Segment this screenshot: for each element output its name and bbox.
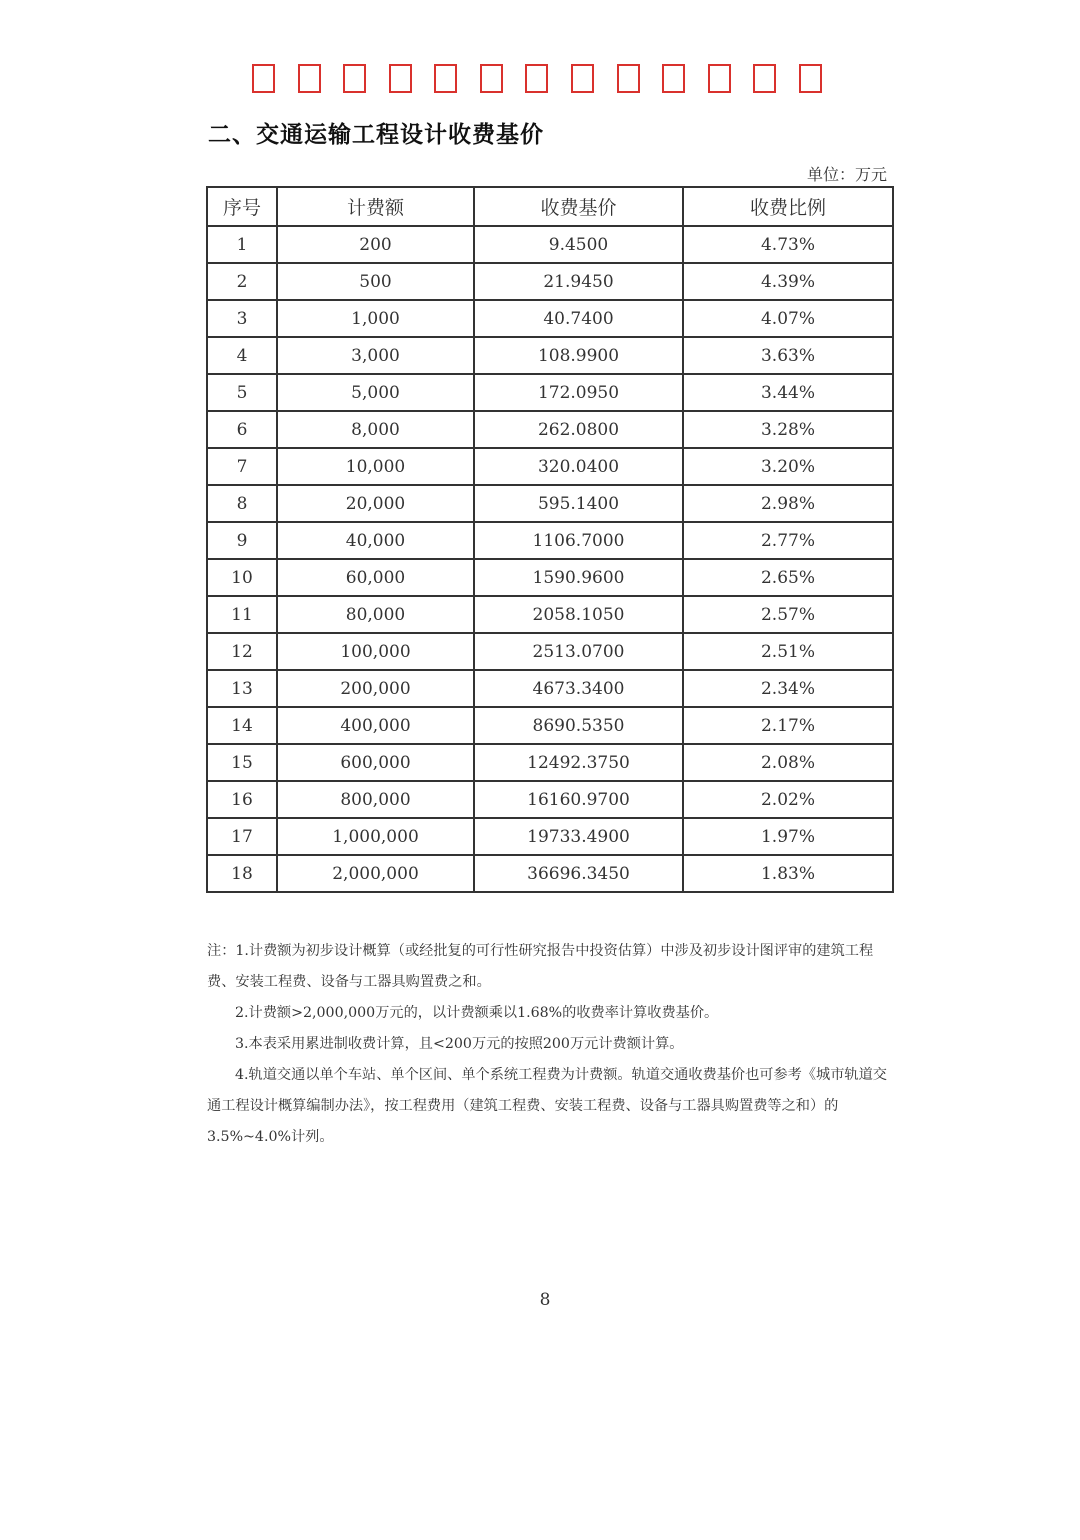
cell-fee-ratio: 4.39% — [683, 263, 893, 300]
header-placeholder-boxes — [252, 64, 822, 98]
table-row — [207, 633, 893, 670]
cell-base-fee: 262.0800 — [474, 411, 683, 448]
cell-base-fee: 172.0950 — [474, 374, 683, 411]
table-row — [207, 448, 893, 485]
cell-fee-ratio: 2.02% — [683, 781, 893, 818]
header-box — [799, 64, 822, 93]
cell-fee-ratio: 2.08% — [683, 744, 893, 781]
section-title: 二、交通运输工程设计收费基价 — [208, 122, 544, 148]
header-box — [708, 64, 731, 93]
cell-index: 2 — [207, 263, 277, 300]
table-row — [207, 337, 893, 374]
header-box — [617, 64, 640, 93]
cell-fee-amount: 5,000 — [277, 374, 474, 411]
cell-index: 11 — [207, 596, 277, 633]
table-row — [207, 226, 893, 263]
header-box — [571, 64, 594, 93]
cell-index: 18 — [207, 855, 277, 892]
cell-fee-ratio: 1.97% — [683, 818, 893, 855]
note-2: 2.计费额>2,000,000万元的，以计费额乘以1.68%的收费率计算收费基价。 — [235, 1005, 719, 1021]
cell-base-fee: 12492.3750 — [474, 744, 683, 781]
header-box — [252, 64, 275, 93]
table-row — [207, 263, 893, 300]
cell-base-fee: 4673.3400 — [474, 670, 683, 707]
cell-base-fee: 1106.7000 — [474, 522, 683, 559]
header-box — [753, 64, 776, 93]
cell-fee-ratio: 2.77% — [683, 522, 893, 559]
cell-fee-amount: 1,000 — [277, 300, 474, 337]
table-row — [207, 781, 893, 818]
cell-fee-amount: 100,000 — [277, 633, 474, 670]
table-row — [207, 855, 893, 892]
table-header-row — [207, 187, 893, 226]
header-box — [434, 64, 457, 93]
cell-index: 8 — [207, 485, 277, 522]
column-header-fee-amount: 计费额 — [277, 187, 474, 226]
cell-index: 16 — [207, 781, 277, 818]
cell-base-fee: 21.9450 — [474, 263, 683, 300]
cell-fee-amount: 3,000 — [277, 337, 474, 374]
cell-fee-ratio: 4.07% — [683, 300, 893, 337]
cell-fee-amount: 10,000 — [277, 448, 474, 485]
cell-base-fee: 40.7400 — [474, 300, 683, 337]
table-row — [207, 559, 893, 596]
table-row — [207, 374, 893, 411]
table-row — [207, 596, 893, 633]
table-row — [207, 411, 893, 448]
cell-fee-ratio: 2.34% — [683, 670, 893, 707]
cell-index: 6 — [207, 411, 277, 448]
cell-fee-amount: 2,000,000 — [277, 855, 474, 892]
cell-base-fee: 320.0400 — [474, 448, 683, 485]
cell-fee-amount: 500 — [277, 263, 474, 300]
note-1: 注：1.计费额为初步设计概算（或经批复的可行性研究报告中投资估算）中涉及初步设计图评审的建筑工程费、安装工程费、设备与工器具购置费之和。 — [207, 943, 874, 990]
column-header-index: 序号 — [207, 187, 277, 226]
cell-index: 3 — [207, 300, 277, 337]
cell-base-fee: 8690.5350 — [474, 707, 683, 744]
cell-index: 10 — [207, 559, 277, 596]
cell-fee-ratio: 3.63% — [683, 337, 893, 374]
cell-fee-ratio: 2.57% — [683, 596, 893, 633]
cell-index: 5 — [207, 374, 277, 411]
table-row — [207, 707, 893, 744]
cell-index: 1 — [207, 226, 277, 263]
cell-index: 17 — [207, 818, 277, 855]
column-header-base-fee: 收费基价 — [474, 187, 683, 226]
cell-fee-amount: 40,000 — [277, 522, 474, 559]
table-row — [207, 522, 893, 559]
table-body — [207, 226, 893, 892]
cell-base-fee: 2058.1050 — [474, 596, 683, 633]
cell-base-fee: 108.9900 — [474, 337, 683, 374]
cell-base-fee: 36696.3450 — [474, 855, 683, 892]
cell-base-fee: 2513.0700 — [474, 633, 683, 670]
cell-fee-ratio: 2.65% — [683, 559, 893, 596]
cell-index: 9 — [207, 522, 277, 559]
note-3: 3.本表采用累进制收费计算，且<200万元的按照200万元计费额计算。 — [235, 1036, 684, 1052]
unit-label: 单位：万元 — [806, 165, 887, 184]
table-row — [207, 670, 893, 707]
cell-index: 13 — [207, 670, 277, 707]
cell-fee-amount: 800,000 — [277, 781, 474, 818]
header-box — [298, 64, 321, 93]
cell-fee-ratio: 2.98% — [683, 485, 893, 522]
cell-index: 12 — [207, 633, 277, 670]
cell-base-fee: 16160.9700 — [474, 781, 683, 818]
column-header-fee-ratio: 收费比例 — [683, 187, 893, 226]
page-number: 8 — [539, 1290, 551, 1310]
cell-index: 15 — [207, 744, 277, 781]
header-box — [480, 64, 503, 93]
header-box — [389, 64, 412, 93]
table-row — [207, 300, 893, 337]
cell-index: 7 — [207, 448, 277, 485]
notes — [207, 936, 887, 1153]
cell-fee-amount: 60,000 — [277, 559, 474, 596]
table-row — [207, 818, 893, 855]
cell-fee-amount: 600,000 — [277, 744, 474, 781]
cell-fee-ratio: 2.17% — [683, 707, 893, 744]
cell-fee-amount: 1,000,000 — [277, 818, 474, 855]
cell-fee-amount: 400,000 — [277, 707, 474, 744]
cell-fee-ratio: 3.44% — [683, 374, 893, 411]
cell-fee-amount: 80,000 — [277, 596, 474, 633]
header-box — [525, 64, 548, 93]
cell-base-fee: 595.1400 — [474, 485, 683, 522]
cell-base-fee: 1590.9600 — [474, 559, 683, 596]
cell-base-fee: 9.4500 — [474, 226, 683, 263]
table-row — [207, 485, 893, 522]
cell-index: 4 — [207, 337, 277, 374]
cell-fee-ratio: 1.83% — [683, 855, 893, 892]
cell-fee-ratio: 2.51% — [683, 633, 893, 670]
header-box — [343, 64, 366, 93]
cell-fee-amount: 20,000 — [277, 485, 474, 522]
cell-fee-amount: 8,000 — [277, 411, 474, 448]
note-4: 4.轨道交通以单个车站、单个区间、单个系统工程费为计费额。轨道交通收费基价也可参考《城市轨道交通工程设计概算编制办法》，按工程费用（建筑工程费、安装工程费、设备与工器具购置费等之和）的3.5%~4.0%计列。 — [207, 1067, 887, 1145]
header-box — [662, 64, 685, 93]
cell-fee-amount: 200,000 — [277, 670, 474, 707]
table-row — [207, 744, 893, 781]
cell-fee-ratio: 3.28% — [683, 411, 893, 448]
cell-fee-ratio: 4.73% — [683, 226, 893, 263]
cell-base-fee: 19733.4900 — [474, 818, 683, 855]
fee-table — [206, 186, 894, 893]
cell-index: 14 — [207, 707, 277, 744]
cell-fee-ratio: 3.20% — [683, 448, 893, 485]
cell-fee-amount: 200 — [277, 226, 474, 263]
